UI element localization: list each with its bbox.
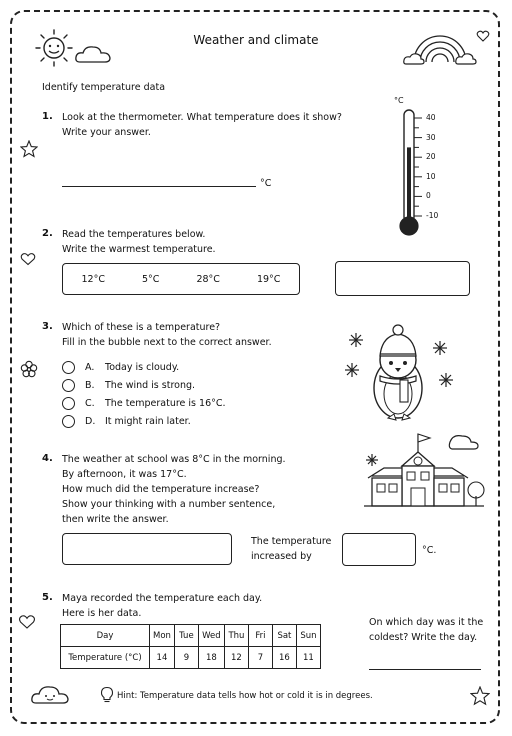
section-subtitle: Identify temperature data <box>42 82 166 93</box>
q1-unit: °C <box>260 178 272 189</box>
table-cell: 18 <box>198 647 224 669</box>
table-cell: 14 <box>150 647 175 669</box>
heart-icon <box>20 252 36 266</box>
option-text: The temperature is 16°C. <box>105 397 226 409</box>
temp-value: 28°C <box>196 273 220 285</box>
table-cell: 12 <box>224 647 248 669</box>
answer-bubble[interactable] <box>62 361 75 374</box>
tree-icon <box>468 482 484 506</box>
temperatures-box <box>62 263 300 295</box>
table-row-label: Temperature (°C) <box>61 647 150 669</box>
q5-text <box>62 591 262 621</box>
table-header-cell: Mon <box>150 625 175 647</box>
cloud-icon <box>30 682 72 706</box>
q5-side-line: coldest? Write the day. <box>369 632 478 643</box>
option-letter: D. <box>85 415 96 427</box>
q1-answer-line[interactable] <box>62 186 256 187</box>
thermometer-level <box>407 147 411 224</box>
q4-number: 4. <box>42 453 53 464</box>
option-d[interactable] <box>62 412 226 430</box>
heart-icon <box>18 614 36 630</box>
tick-label: 20 <box>426 152 436 162</box>
table-header-cell: Day <box>61 625 150 647</box>
thermometer-icon <box>394 96 440 240</box>
q4-unit: °C. <box>422 545 437 556</box>
table-cell: 11 <box>296 647 320 669</box>
temp-value: 5°C <box>142 273 160 285</box>
temperature-table <box>60 624 321 669</box>
table-cell: 9 <box>174 647 198 669</box>
q5-answer-line[interactable] <box>369 669 481 670</box>
table-header-cell: Wed <box>198 625 224 647</box>
option-text: Today is cloudy. <box>105 361 180 373</box>
option-text: The wind is strong. <box>105 379 196 391</box>
q5-line: Here is her data. <box>62 608 142 619</box>
q3-line: Fill in the bubble next to the correct answer. <box>62 337 272 348</box>
table-header-cell: Fri <box>248 625 272 647</box>
thermometer-unit: °C <box>394 96 404 105</box>
table-header-cell: Sat <box>272 625 296 647</box>
q3-options <box>62 358 226 430</box>
q2-line: Write the warmest temperature. <box>62 244 216 255</box>
q4-line: then write the answer. <box>62 514 169 525</box>
flower-icon <box>20 360 38 378</box>
q1-line: Write your answer. <box>62 127 151 138</box>
table-header-row <box>61 625 321 647</box>
q5-side-question <box>369 615 483 645</box>
table-header-cell: Thu <box>224 625 248 647</box>
q2-text <box>62 227 216 257</box>
tick-label: 30 <box>426 132 436 142</box>
answer-bubble[interactable] <box>62 397 75 410</box>
q3-line: Which of these is a temperature? <box>62 322 221 333</box>
snowflake-icon <box>366 454 378 466</box>
star-icon <box>20 140 38 158</box>
thermometer-scale <box>426 106 440 240</box>
table-cell: 7 <box>248 647 272 669</box>
q4-line: The weather at school was 8°C in the morning. <box>62 454 286 465</box>
q2-number: 2. <box>42 228 53 239</box>
q1-text <box>62 110 342 140</box>
q4-answer-label <box>251 534 331 564</box>
table-header-cell: Sun <box>296 625 320 647</box>
option-letter: A. <box>85 361 95 373</box>
lightbulb-icon <box>100 686 114 704</box>
option-letter: C. <box>85 397 95 409</box>
hint-text: Hint: Temperature data tells how hot or cold it is in degrees. <box>117 691 373 701</box>
tick-label: -10 <box>426 211 439 220</box>
q4-line: By afternoon, it was 17°C. <box>62 469 187 480</box>
table-header-cell: Tue <box>174 625 198 647</box>
option-c[interactable] <box>62 394 226 412</box>
q4-answer-label-line: The temperature <box>251 536 332 547</box>
q4-answer-label-line: increased by <box>251 551 312 562</box>
option-a[interactable] <box>62 358 226 376</box>
q1-number: 1. <box>42 111 53 122</box>
q3-text <box>62 320 272 350</box>
temp-value: 12°C <box>81 273 105 285</box>
q4-working-box[interactable] <box>62 533 232 565</box>
temp-value: 19°C <box>256 273 281 285</box>
page-title: Weather and climate <box>193 33 319 47</box>
penguin-icon <box>340 318 460 424</box>
tick-label: 10 <box>426 171 436 181</box>
tick-label: 40 <box>426 113 436 122</box>
star-icon <box>470 686 490 706</box>
school-icon <box>354 430 494 520</box>
option-text: It might rain later. <box>105 415 191 427</box>
q4-line: Show your thinking with a number sentence, <box>62 499 276 510</box>
q4-text <box>62 452 286 527</box>
table-row <box>61 647 321 669</box>
option-letter: B. <box>85 379 95 391</box>
q1-line: Look at the thermometer. What temperature does it show? <box>62 112 342 123</box>
option-b[interactable] <box>62 376 226 394</box>
q4-line: How much did the temperature increase? <box>62 484 260 495</box>
q2-line: Read the temperatures below. <box>62 229 206 240</box>
q5-line: Maya recorded the temperature each day. <box>62 593 263 604</box>
tick-label: 0 <box>426 191 431 201</box>
q5-number: 5. <box>42 592 53 603</box>
q2-answer-box[interactable] <box>335 261 470 296</box>
q3-number: 3. <box>42 321 53 332</box>
q5-side-line: On which day was it the <box>369 617 484 628</box>
answer-bubble[interactable] <box>62 379 75 392</box>
table-cell: 16 <box>272 647 296 669</box>
answer-bubble[interactable] <box>62 415 75 428</box>
q4-answer-box[interactable] <box>342 533 416 566</box>
